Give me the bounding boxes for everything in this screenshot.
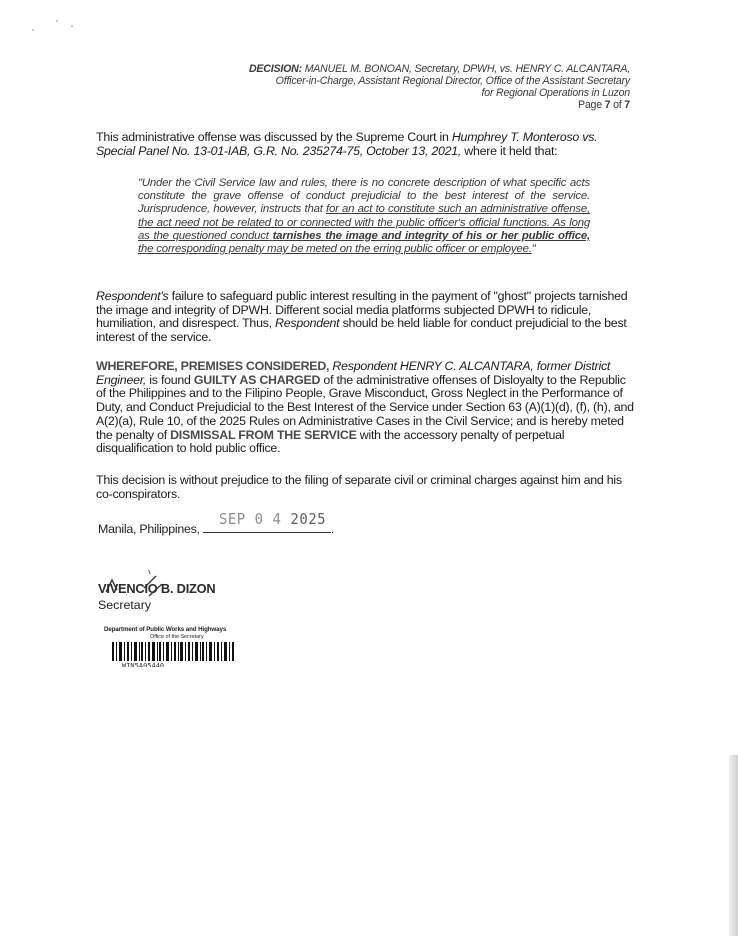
page-number	[200, 99, 630, 111]
respondent-paragraph	[96, 290, 636, 345]
page-total: 7	[624, 99, 630, 111]
signatory-title: Secretary	[98, 598, 152, 612]
barcode-department: Department of Public Works and Highways	[104, 626, 227, 633]
quote-underlined-end: the corresponding penalty may be meted on the erring public officer or employee.	[138, 243, 532, 256]
barcode-image	[112, 642, 236, 661]
quote-emphasis: tarnishes the image and integrity of his or her public office,	[272, 229, 590, 242]
stamp-year: 2025	[290, 511, 327, 529]
place-label: Manila, Philippines,	[98, 522, 203, 536]
place-date-line	[98, 511, 335, 536]
barcode-number: WIN5A05440	[122, 662, 165, 667]
wherefore-text: is found	[146, 372, 194, 387]
guilty-verdict: GUILTY AS CHARGED	[193, 372, 321, 387]
header-line-1: MANUEL M. BONOAN, Secretary, DPWH, vs. HENRY C. ALCANTARA,	[304, 63, 630, 75]
quote-underlined: for an act to constitute such an administrative offense, the act need not be related to or connected with the public officer's official functions. As long as the questioned conduct	[138, 203, 590, 242]
respondent-italic: Respondent's	[96, 289, 169, 303]
page-current: 7	[604, 99, 611, 111]
barcode-office: Office of the Secretary	[150, 634, 204, 640]
intro-text: This administrative offense was discussed by the Supreme Court in	[96, 130, 452, 144]
signatory-name: VIVENCIO B. DIZON	[98, 581, 216, 596]
date-period: .	[330, 522, 335, 536]
wherefore-end: with the accessory penalty of perpetual disqualification to hold public office.	[96, 427, 565, 456]
scan-speck	[71, 25, 73, 27]
intro-text-end: where it held that:	[461, 143, 558, 158]
dismissal-penalty: DISMISSAL FROM THE SERVICE	[170, 427, 357, 442]
page-prefix: Page	[577, 99, 605, 111]
stamp-month-day: SEP 0 4	[218, 511, 291, 529]
wherefore-offenses: of the administrative offenses of Disloyalty to the Republic of the Philippines and to the Filipino People, Grave Misconduct, Gross Neglect in the Performance of Duty, and Conduct Prejudicial to the Best Interest of the Service under Section 63 (A)(1)(d), (f), (h), and A(2)(a), Rule 10, of the 2025 Rules on Administrative Cases in the Civil Service; and is hereby meted the penalty of	[96, 372, 634, 442]
wherefore-paragraph	[96, 360, 636, 456]
date-stamp	[219, 512, 326, 529]
page-header	[200, 63, 630, 111]
respondent-text-end: should be held liable for conduct prejudicial to the best interest of the service.	[96, 316, 627, 345]
page-of: of	[610, 99, 625, 111]
header-line-2: Officer-in-Charge, Assistant Regional Director, Office of the Assistant Secretary	[275, 75, 630, 87]
court-quote	[138, 177, 590, 256]
respondent-name: Respondent HENRY C. ALCANTARA, former District Engineer,	[96, 359, 611, 387]
date-blank	[203, 511, 331, 533]
respondent-text: failure to safeguard public interest resulting in the payment of "ghost" projects tarnished the image and integrity of DPWH. Different social media platforms subjected DPWH to ridicule, humiliation, and disrespect. Thus,	[96, 289, 628, 331]
scan-speck	[56, 20, 58, 22]
scan-speck	[32, 29, 34, 31]
respondent-italic-mid: Respondent	[275, 316, 340, 331]
wherefore-lead: WHEREFORE, PREMISES CONSIDERED,	[96, 359, 330, 373]
prejudice-paragraph: This decision is without prejudice to the filing of separate civil or criminal charges against him and his co-conspirators.	[96, 473, 622, 501]
header-line-3: for Regional Operations in Luzon	[481, 87, 630, 99]
quote-plain: "Under the Civil Service law and rules, there is no concrete description of what specific acts constitute the grave offense of conduct prejudicial to the best interest of the service. Jurisprudence, however, instructs that	[138, 177, 590, 216]
decision-label: DECISION:	[248, 63, 302, 75]
scan-edge-shadow	[729, 755, 738, 936]
intro-paragraph	[96, 131, 636, 158]
case-citation: Humphrey T. Monteroso vs. Special Panel No. 13-01-IAB, G.R. No. 235274-75, October 13, 2021,	[96, 130, 598, 158]
quote-close: "	[531, 243, 536, 256]
